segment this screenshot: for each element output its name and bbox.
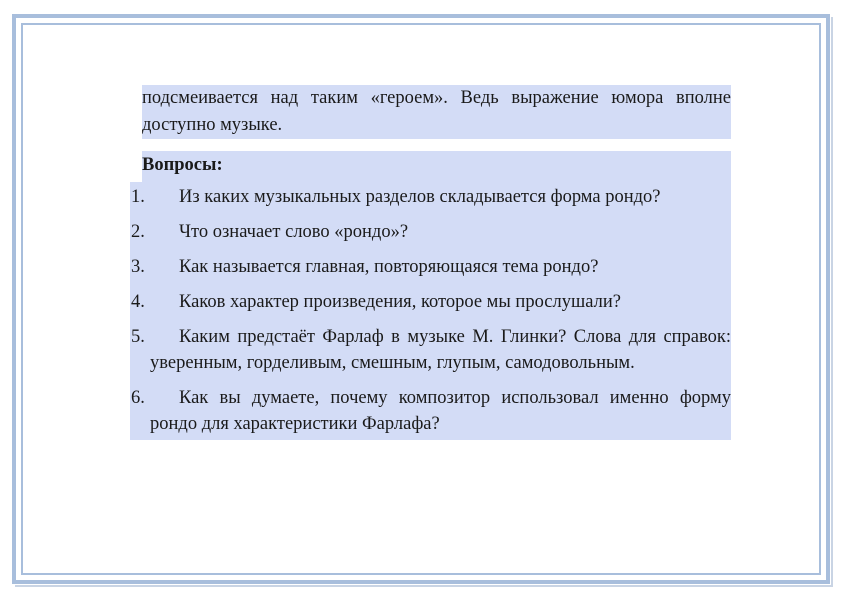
question-number: 4. [131, 292, 145, 312]
question-number: 3. [131, 257, 145, 277]
question-item-2 [130, 217, 731, 248]
question-item-6 [130, 383, 731, 440]
question-text: Каков характер произведения, которое мы прослушали? [179, 292, 621, 312]
question-text: Как называется главная, повторяющаяся тема рондо? [179, 257, 599, 277]
intro-paragraph: подсмеивается над таким «героем». Ведь выражение юмора вполне доступно музыке. [142, 85, 731, 139]
questions-heading: Вопросы: [142, 151, 731, 182]
question-item-3 [130, 252, 731, 283]
questions-list [130, 182, 731, 440]
question-text: Из каких музыкальных разделов складывается форма рондо? [179, 187, 661, 207]
question-number: 5. [131, 327, 145, 347]
question-text: Что означает слово «рондо»? [179, 222, 409, 242]
question-number: 1. [131, 187, 145, 207]
question-text: Каким предстаёт Фарлаф в музыке М. Глинки? Слова для справок: уверенным, горделивым, смешным, глупым, самодовольным. [150, 327, 731, 373]
question-number: 6. [131, 388, 145, 408]
question-item-5 [130, 322, 731, 379]
question-item-1 [130, 182, 731, 213]
question-item-4 [130, 287, 731, 318]
question-number: 2. [131, 222, 145, 242]
question-text: Как вы думаете, почему композитор использовал именно форму рондо для характеристики Фарлафа? [150, 388, 731, 434]
